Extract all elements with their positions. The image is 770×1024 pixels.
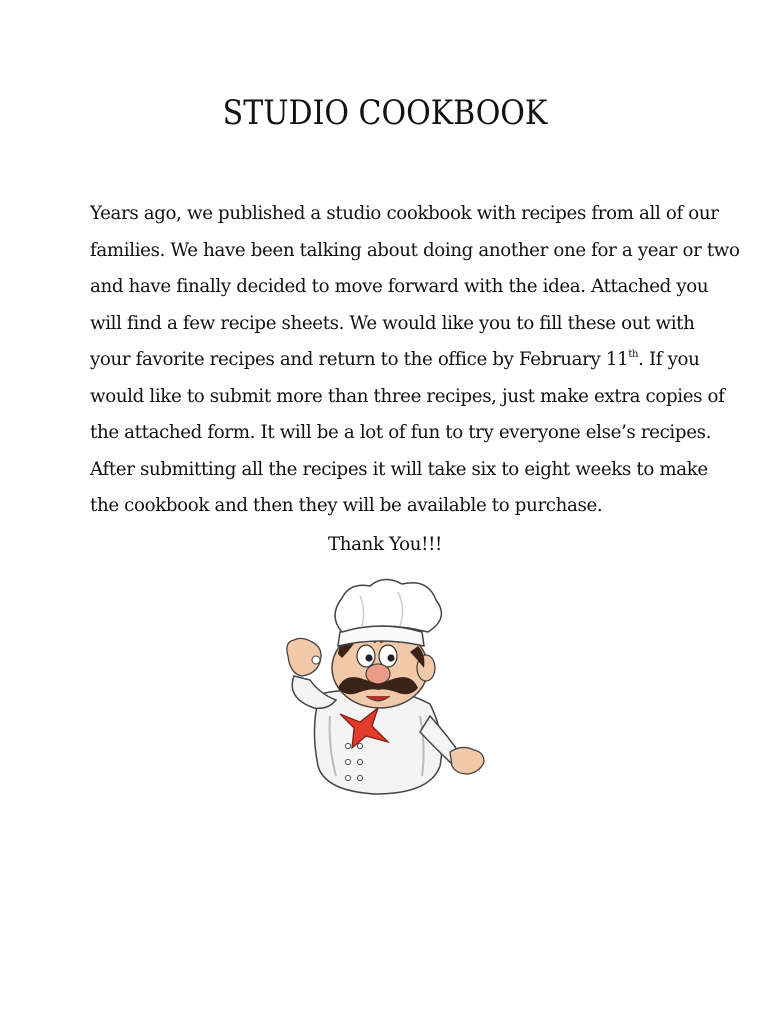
body-line-deadline	[90, 342, 700, 379]
page-title: STUDIO COOKBOOK	[222, 93, 548, 134]
chef-illustration-icon	[280, 576, 490, 798]
body-line: After submitting all the recipes it will take six to eight weeks to make	[90, 458, 708, 480]
body-line-tail: . If you	[638, 349, 700, 370]
body-line: will find a few recipe sheets. We would like you to fill these out with	[90, 312, 695, 334]
body-line: the cookbook and then they will be available to purchase.	[90, 495, 603, 516]
body-paragraph	[90, 196, 740, 525]
body-line: Years ago, we published a studio cookbook with recipes from all of our	[90, 203, 719, 224]
date-suffix: th	[628, 349, 639, 360]
body-line-text: your favorite recipes and return to the office by February 11	[90, 349, 629, 370]
body-line: families. We have been talking about doing another one for a year or two	[90, 239, 740, 261]
body-line: would like to submit more than three recipes, just make extra copies of	[90, 385, 725, 407]
body-line: and have finally decided to move forward with the idea. Attached you	[90, 276, 709, 297]
body-line: the attached form. It will be a lot of fun to try everyone else’s recipes.	[90, 422, 712, 443]
closing-text: Thank You!!!	[327, 534, 443, 555]
